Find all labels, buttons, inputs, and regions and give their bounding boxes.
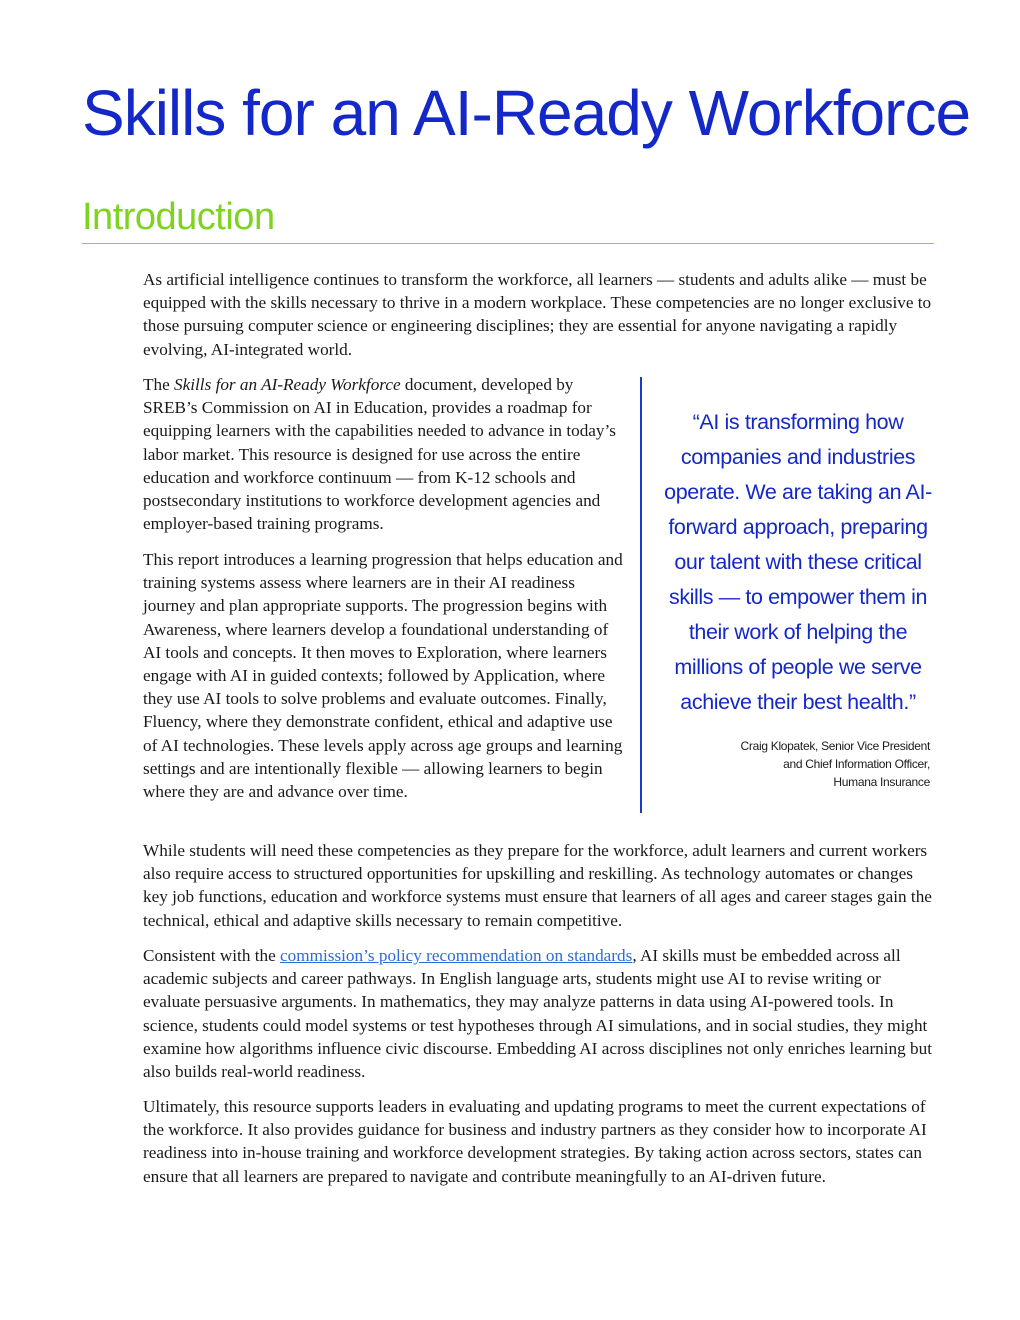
policy-recommendation-link[interactable]: commission’s policy recommendation on standards	[280, 946, 633, 965]
pull-quote	[640, 377, 938, 813]
section-heading-introduction: Introduction	[82, 196, 275, 238]
paragraph-standards-lead: Consistent with the	[143, 946, 281, 965]
paragraph-standards	[143, 944, 938, 1083]
attribution-line-3: Humana Insurance	[833, 775, 930, 789]
column-paragraph-document-overview	[143, 373, 625, 535]
paragraph-closing: Ultimately, this resource supports leaders in evaluating and updating programs to meet the current expectations of the workforce. It also provides guidance for business and industry partners as they consider how to incorporate AI readiness into in-house training and workforce development strategies. By taking action across sectors, states can ensure that all learners are prepared to navigate and contribute meaningfully to an AI-driven future.	[143, 1097, 927, 1186]
column-paragraph-learning-progression: This report introduces a learning progression that helps education and training systems assess where learners are in their AI readiness journey and plan appropriate supports. The progression begins with Awareness, where learners develop a foundational understanding of AI tools and concepts. It then moves to Exploration, where learners engage with AI in guided contexts; followed by Application, where they use AI tools to solve problems and evaluate outcomes. Finally, Fluency, where they demonstrate confident, ethical and adaptive use of AI technologies. These levels apply across age groups and learning settings and are intentionally flexible — allowing learners to begin where they are and advance over time.	[143, 550, 623, 802]
pull-quote-attribution	[670, 737, 930, 791]
document-title-italic: Skills for an AI-Ready Workforce	[174, 375, 401, 394]
paragraph-standards-rest: , AI skills must be embedded across all academic subjects and career pathways. In English language arts, students might use AI to revise writing or evaluate persuasive arguments. In mathematics, they may analyze patterns in data using AI-powered tools. In science, students could model systems or test hypotheses through AI simulations, and in social studies, they might examine how algorithms influence civic discourse. Embedding AI across disciplines not only enriches learning but also builds real-world readiness.	[143, 946, 932, 1082]
page-title: Skills for an AI-Ready Workforce	[82, 77, 971, 149]
attribution-line-2: and Chief Information Officer,	[783, 757, 930, 771]
pull-quote-text: “AI is transforming how companies and industries operate. We are taking an AI-forward approach, preparing our talent with these critical skills — to empower them in their work of helping the millions of people we serve achieve their best health.”	[664, 410, 932, 714]
section-divider	[82, 243, 934, 244]
attribution-line-1: Craig Klopatek, Senior Vice President	[740, 739, 930, 753]
column-paragraph-1-lead: The	[143, 375, 175, 394]
column-paragraph-1-rest: document, developed by SREB’s Commission on AI in Education, provides a roadmap for equipping learners with the capabilities needed to advance in today’s labor market. This resource is designed for use across the entire education and workforce continuum — from K-12 schools and postsecondary institutions to workforce development agencies and employer-based training programs.	[143, 375, 616, 534]
intro-paragraph: As artificial intelligence continues to transform the workforce, all learners — students and adults alike — must be equipped with the skills necessary to thrive in a modern workplace. These competencies are no longer exclusive to those pursuing computer science or engineering disciplines; they are essential for anyone navigating a rapidly evolving, AI-integrated world.	[143, 270, 932, 359]
paragraph-adult-learners: While students will need these competencies as they prepare for the workforce, adult learners and current workers also require access to structured opportunities for upskilling and reskilling. As technology automates or changes key job functions, education and workforce systems must ensure that learners of all ages and career stages gain the technical, ethical and adaptive skills necessary to remain competitive.	[143, 841, 932, 930]
